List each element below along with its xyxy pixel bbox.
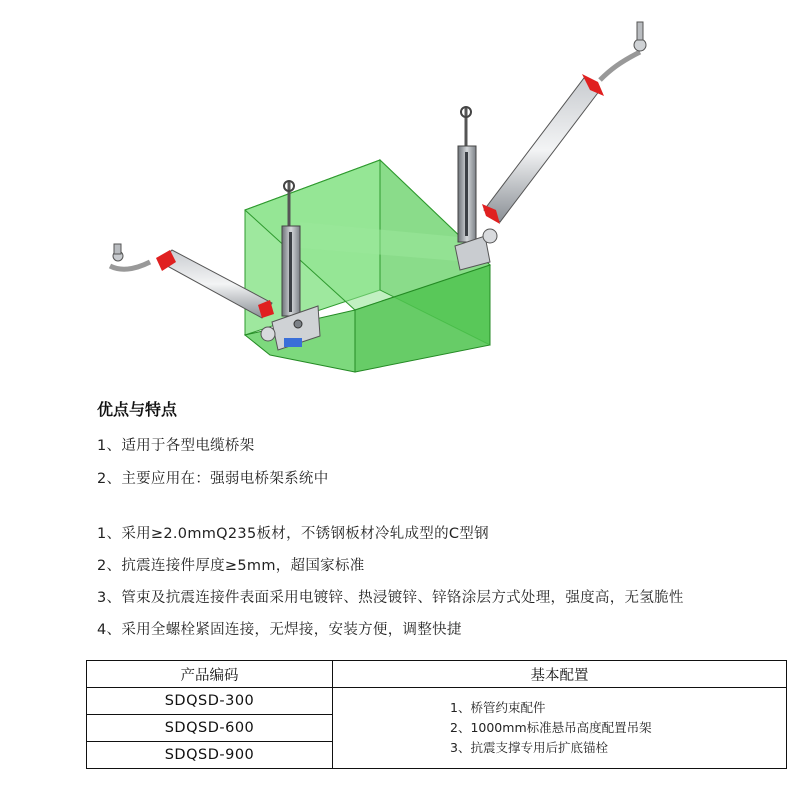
config-item-2: 2、1000mm标准悬吊高度配置吊架 [450, 720, 652, 735]
application-line-1: 1、适用于各型电缆桥架 [97, 438, 255, 454]
product-code-cell: SDQSD-300 [87, 688, 333, 715]
features-heading: 优点与特点 [97, 400, 178, 419]
product-illustration [0, 0, 800, 390]
table-row [87, 688, 787, 715]
product-code-cell: SDQSD-900 [87, 742, 333, 769]
basic-config-cell [333, 688, 787, 769]
spec-line-2: 2、抗震连接件厚度≥5mm，超国家标准 [97, 558, 365, 574]
table-header-row [87, 661, 787, 688]
spec-line-3: 3、管束及抗震连接件表面采用电镀锌、热浸镀锌、锌铬涂层方式处理，强度高，无氢脆性 [97, 590, 684, 606]
header-product-code: 产品编码 [87, 661, 333, 688]
right-seismic-brace [482, 22, 646, 243]
right-hanger-assembly [455, 107, 490, 270]
config-item-3: 3、抗震支撑专用后扩底锚栓 [450, 740, 608, 755]
product-spec-table [86, 660, 787, 769]
header-basic-config: 基本配置 [333, 661, 787, 688]
spec-line-1: 1、采用≥2.0mmQ235板材，不锈钢板材冷轧成型的C型钢 [97, 526, 489, 542]
config-item-1: 1、桥管约束配件 [450, 700, 546, 715]
product-code-cell: SDQSD-600 [87, 715, 333, 742]
application-line-2: 2、主要应用在：强弱电桥架系统中 [97, 471, 329, 487]
spec-line-4: 4、采用全螺栓紧固连接，无焊接，安装方便，调整快捷 [97, 622, 462, 638]
